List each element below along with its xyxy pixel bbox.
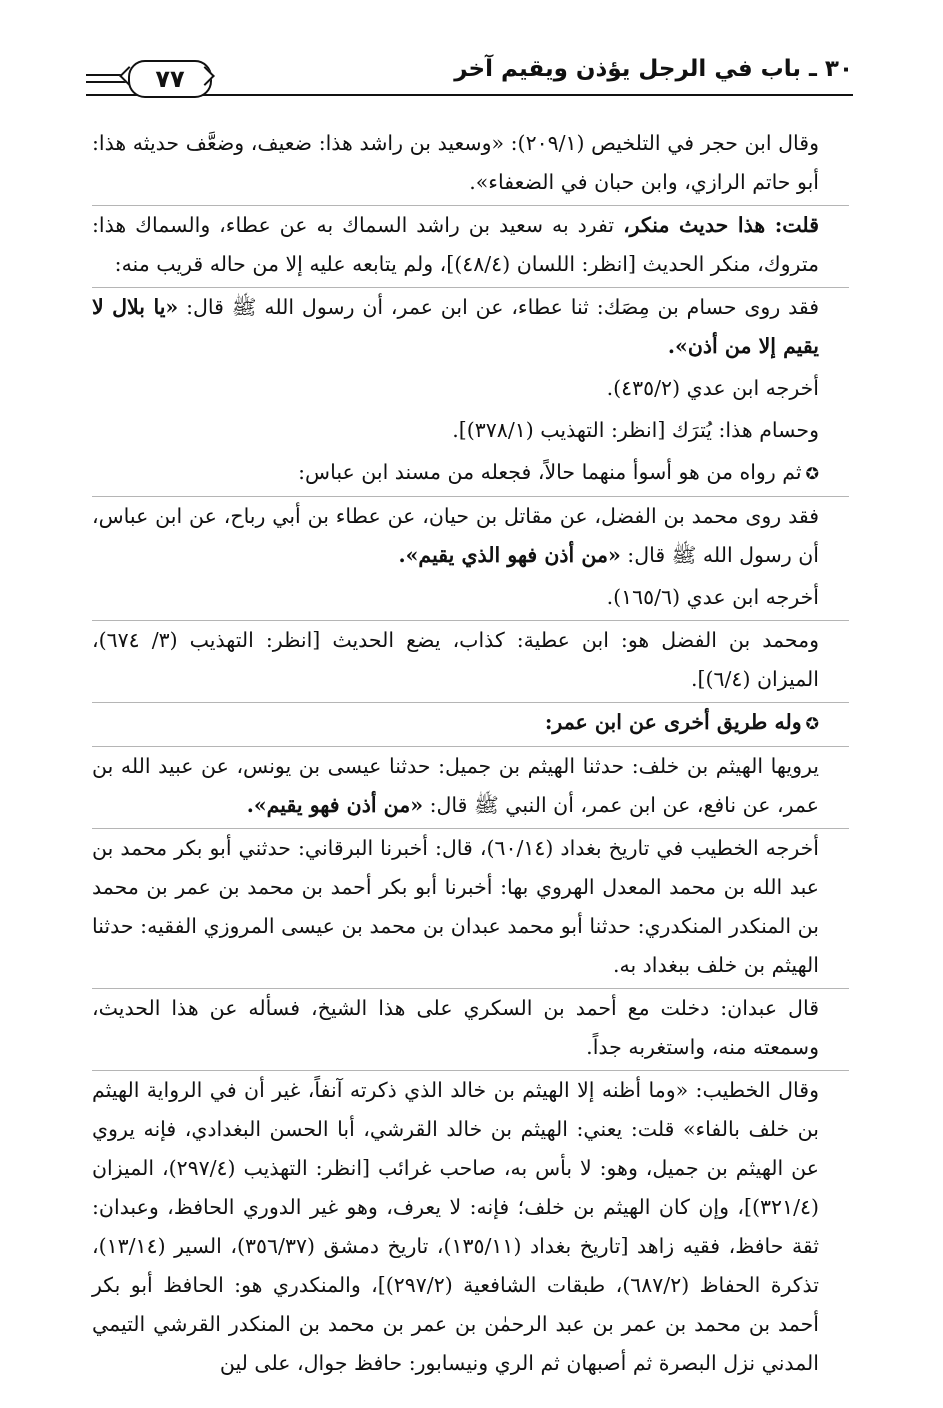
bullet-icon: ✪: [805, 714, 819, 733]
hadith-quote: «يا بلال لا يقيم إلا من أذن».: [92, 295, 819, 358]
paragraph-khatib-comment: وقال الخطيب: «وما أظنه إلا الهيثم بن خالد الذي ذكرته آنفاً، غير أن في الرواية الهيثم بن خلف بالفاء» قلت: يعني: الهيثم بن خالد القرشي، أبا الحسن البغدادي، فإنه يروي عن الهيثم بن جميل، وهو: لا بأس به، صاحب غرائب [انظر: التهذيب (٢٩٧/٤)، الميزان (٣٢١/٤)]، وإن كان الهيثم بن خلف؛ فإنه: لا يعرف، وهو غير الدوري الحافظ، وعبدان: ثقة حافظ، فقيه زاهد [تاريخ بغداد (١٣٥/١١)، تاريخ دمشق (٣٥٦/٣٧)، السير (١٣/١٤)، تذكرة الحفاظ (٦٨٧/٢)، طبقات الشافعية (٢٩٧/٢)]، والمنكدري هو: الحافظ أبو بكر أحمد بن محمد بن عمر بن عبد الرحمٰن بن عمر بن محمد بن المنكدر القرشي التيمي المدني نزل البصرة ثم أصبهان ثم الري ونيسابور: حافظ جوال، على لين: [92, 1070, 849, 1386]
page-body: [92, 124, 849, 1386]
bullet-icon: ✪: [805, 464, 819, 483]
paragraph-husam-narration: [92, 287, 849, 369]
paragraph-muhammad-status: ومحمد بن الفضل هو: ابن عطية: كذاب، يضع الحديث [انظر: التهذيب (٣/ ٦٧٤)، الميزان (٦/٤)].: [92, 620, 849, 702]
narration-text: فقد روى محمد بن الفضل، عن مقاتل بن حيان، عن عطاء بن أبي رباح، عن ابن عباس، أن رسول الله ﷺ قال:: [92, 504, 819, 567]
paragraph-ibn-hajar: وقال ابن حجر في التلخيص (٢٠٩/١): «وسعيد بن راشد هذا: ضعيف، وضعَّف حديثه هذا: أبو حاتم الرازي، وابن حبان في الضعفاء».: [92, 131, 820, 194]
verdict-lead: قلت: هذا حديث منكر،: [623, 213, 819, 237]
paragraph-text: ثم رواه من هو أسوأ منهما حالاً، فجعله من مسند ابن عباس:: [298, 460, 802, 484]
chapter-title: ٣٠ ـ باب في الرجل يؤذن ويقيم آخر: [454, 56, 853, 82]
paragraph-muhammad-narration: [92, 496, 849, 578]
paragraph-abdan: قال عبدان: دخلت مع أحمد بن السكري على هذا الشيخ، فسأله عن هذا الحديث، وسمعته منه، واستغربه جداً.: [92, 988, 849, 1070]
page-number-ornament: [86, 60, 236, 104]
paragraph-haytham-narration: [92, 746, 849, 828]
hadith-quote: «من أذن فهو الذي يقيم».: [398, 543, 621, 567]
paragraph-other-route: [92, 702, 849, 746]
paragraph-worse-narration: [92, 453, 849, 496]
narration-text: يرويها الهيثم بن خلف: حدثنا الهيثم بن جميل: حدثنا عيسى بن يونس، عن عبيد الله بن عمر، عن نافع، عن ابن عمر، أن النبي ﷺ قال:: [92, 754, 819, 817]
paragraph-takhrij-2: أخرجه ابن عدي (١٦٥/٦).: [606, 585, 819, 609]
paragraph-khatib-takhrij: أخرجه الخطيب في تاريخ بغداد (٦٠/١٤)، قال: أخبرنا البرقاني: حدثني أبو بكر محمد بن عبد الله بن محمد المعدل الهروي بها: أخبرنا أبو بكر أحمد بن محمد بن عمر بن محمد بن المنكدر المنكدري: حدثنا أبو محمد عبدان بن محمد بن عيسى المروزي الفقيه: حدثنا الهيثم بن خلف ببغداد به.: [92, 828, 849, 988]
page-header: [86, 52, 853, 102]
paragraph-husam-status: وحسام هذا: يُترَك [انظر: التهذيب (٣٧٨/١)].: [452, 418, 819, 442]
paragraph-verdict: [92, 205, 849, 287]
page-number: ٧٧: [128, 60, 212, 98]
verdict-text: تفرد به سعيد بن راشد السماك به عن عطاء، والسماك هذا: متروك، منكر الحديث [انظر: اللسان (٤٨/٤)]، ولم يتابعه عليه إلا من حاله قريب منه:: [92, 213, 819, 276]
paragraph-text: وله طريق أخرى عن ابن عمر:: [544, 710, 802, 734]
hadith-quote: «من أذن فهو يقيم».: [246, 793, 424, 817]
narration-text: فقد روى حسام بن مِصَك: ثنا عطاء، عن ابن عمر، أن رسول الله ﷺ قال:: [178, 295, 819, 319]
paragraph-takhrij-1: أخرجه ابن عدي (٤٣٥/٢).: [606, 376, 819, 400]
